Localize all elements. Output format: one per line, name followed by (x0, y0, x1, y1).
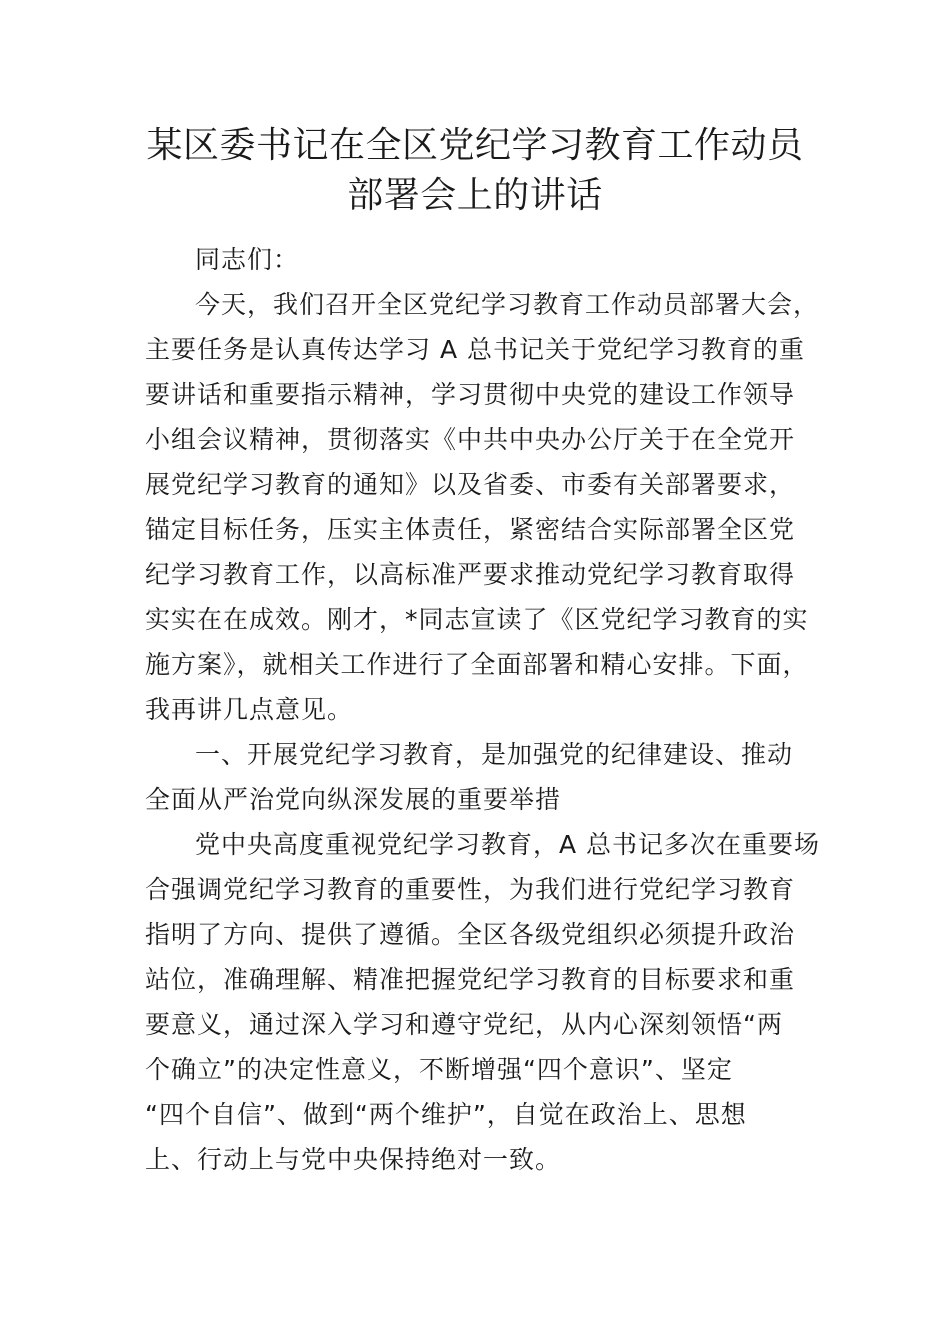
paragraph-line: 今天，我们召开全区党纪学习教育工作动员部署大会， (195, 290, 820, 319)
paragraph-line: 小组会议精神，贯彻落实《中共中央办公厅关于在全党开 (145, 425, 796, 454)
paragraph-line: 党中央高度重视党纪学习教育，A 总书记多次在重要场 (195, 830, 821, 859)
paragraph-line: 锚定目标任务，压实主体责任，紧密结合实际部署全区党 (145, 515, 796, 544)
paragraph-line: 要讲话和重要指示精神，学习贯彻中央党的建设工作领导 (145, 380, 796, 409)
paragraph-line: 纪学习教育工作，以高标准严要求推动党纪学习教育取得 (145, 560, 796, 589)
paragraph-line: 我再讲几点意见。 (145, 695, 354, 724)
paragraph-line: 个确立”的决定性意义，不断增强“四个意识”、坚定 (145, 1055, 733, 1084)
section-heading-line: 一、开展党纪学习教育，是加强党的纪律建设、推动 (195, 740, 794, 769)
section-heading-line: 全面从严治党向纵深发展的重要举措 (145, 785, 562, 814)
document-title-line-1: 某区委书记在全区党纪学习教育工作动员 (146, 125, 804, 166)
paragraph-line: 施方案》，就相关工作进行了全面部署和精心安排。下面， (145, 650, 809, 679)
paragraph-line: 上、行动上与党中央保持绝对一致。 (145, 1145, 562, 1174)
document-title-line-2: 部署会上的讲话 (347, 175, 603, 216)
greeting: 同志们： (195, 245, 300, 274)
paragraph-line: 要意义，通过深入学习和遵守党纪，从内心深刻领悟“两 (145, 1010, 783, 1039)
paragraph-line: 指明了方向、提供了遵循。全区各级党组织必须提升政治 (145, 920, 796, 949)
paragraph-line: “四个自信”、做到“两个维护”，自觉在政治上、思想 (145, 1100, 747, 1129)
paragraph-line: 展党纪学习教育的通知》以及省委、市委有关部署要求， (145, 470, 796, 499)
paragraph-line: 主要任务是认真传达学习 A 总书记关于党纪学习教育的重 (145, 335, 805, 364)
paragraph-line: 实实在在成效。刚才，*同志宣读了《区党纪学习教育的实 (145, 605, 809, 634)
paragraph-line: 站位，准确理解、精准把握党纪学习教育的目标要求和重 (145, 965, 796, 994)
paragraph-line: 合强调党纪学习教育的重要性，为我们进行党纪学习教育 (145, 875, 796, 904)
